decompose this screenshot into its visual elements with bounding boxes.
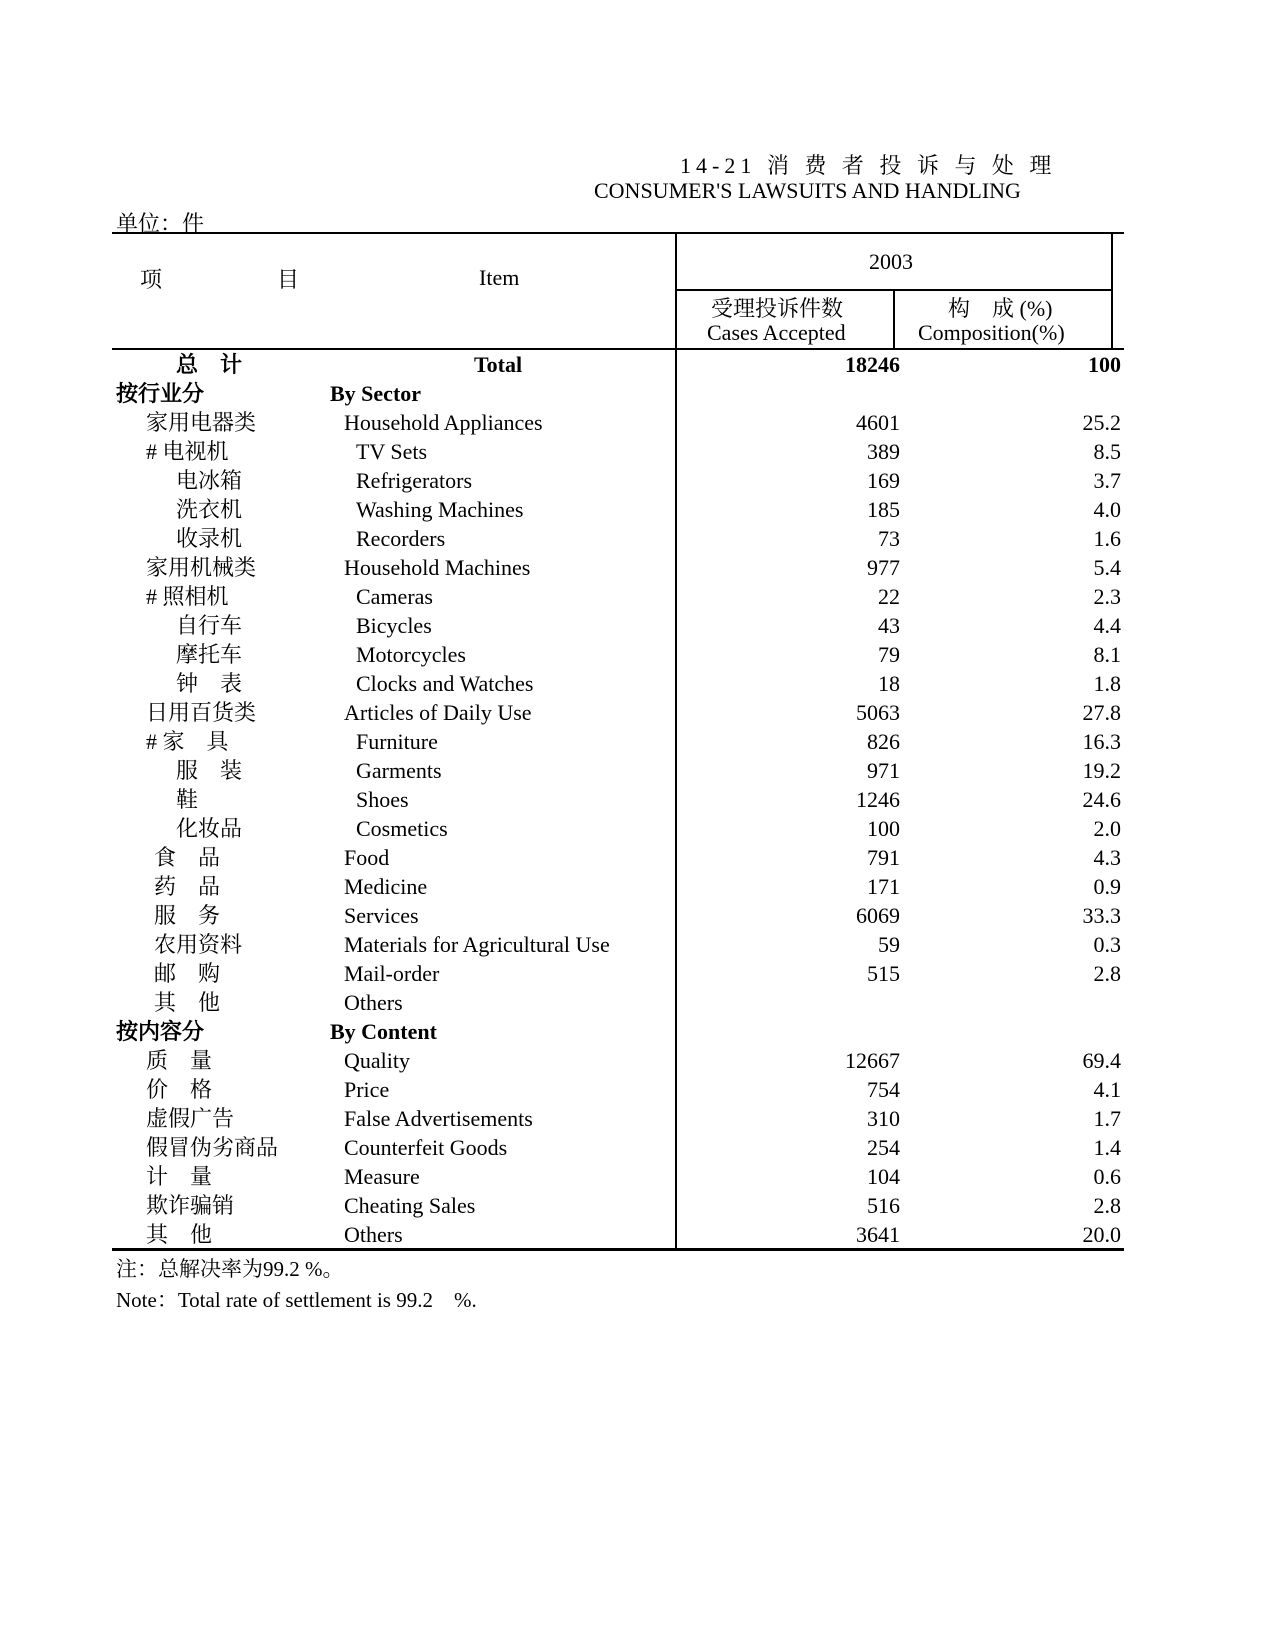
- cases-accepted-cell: 43: [878, 613, 900, 638]
- cases-accepted-cell: 826: [867, 729, 900, 754]
- table-right-border: [1111, 233, 1113, 349]
- composition-cell: 0.9: [1093, 874, 1121, 899]
- row-label-en: Mail-order: [344, 961, 440, 986]
- table-row: [112, 930, 1124, 959]
- composition-cell: 3.7: [1093, 468, 1121, 493]
- table-row: [112, 611, 1124, 640]
- table-row: [112, 1104, 1124, 1133]
- row-label-cn: # 电视机: [146, 439, 229, 464]
- cases-accepted-cell: 5063: [856, 700, 900, 725]
- table-row: [112, 872, 1124, 901]
- header-composition-cn: 构 成 (%): [948, 296, 1053, 321]
- table-title-chinese: 14-21 消 费 者 投 诉 与 处 理: [680, 153, 1057, 178]
- row-label-en: Others: [344, 1222, 403, 1247]
- row-label-cn: 邮 购: [154, 961, 221, 986]
- row-label-en: Others: [344, 990, 403, 1015]
- header-cases-cn: 受理投诉件数: [711, 296, 844, 321]
- note-chinese: 注：总解决率为99.2 %。: [116, 1257, 344, 1281]
- cases-accepted-cell: 12667: [845, 1048, 900, 1073]
- table-row: [112, 1162, 1124, 1191]
- cases-accepted-cell: 104: [867, 1164, 900, 1189]
- row-label-cn: 化妆品: [176, 816, 243, 841]
- row-label-cn: 其 他: [146, 1222, 213, 1247]
- row-label-cn: 收录机: [176, 526, 243, 551]
- row-label-en: Shoes: [356, 787, 409, 812]
- composition-cell: 4.1: [1093, 1077, 1121, 1102]
- cases-accepted-cell: 516: [867, 1193, 900, 1218]
- composition-cell: 0.3: [1093, 932, 1121, 957]
- table-row: [112, 640, 1124, 669]
- composition-cell: 2.3: [1093, 584, 1121, 609]
- cases-accepted-cell: 977: [867, 555, 900, 580]
- table-row: [112, 1017, 1124, 1046]
- table-row: [112, 437, 1124, 466]
- composition-cell: 2.8: [1093, 961, 1121, 986]
- cases-accepted-cell: 79: [878, 642, 900, 667]
- header-item-en: Item: [479, 265, 520, 290]
- row-label-en: Materials for Agricultural Use: [344, 932, 610, 957]
- composition-cell: 0.6: [1093, 1164, 1121, 1189]
- table-top-rule: [112, 232, 1124, 234]
- row-label-cn: 农用资料: [154, 932, 243, 957]
- cases-accepted-cell: 100: [867, 816, 900, 841]
- row-label-cn: 摩托车: [176, 642, 243, 667]
- composition-cell: 20.0: [1082, 1222, 1121, 1247]
- cases-accepted-cell: 169: [867, 468, 900, 493]
- row-label-cn: # 照相机: [146, 584, 229, 609]
- table-row: [112, 1220, 1124, 1249]
- cases-accepted-cell: 791: [867, 845, 900, 870]
- table-row: [112, 727, 1124, 756]
- row-label-en: Household Appliances: [344, 410, 543, 435]
- row-label-en: Cosmetics: [356, 816, 448, 841]
- row-label-cn: 洗衣机: [176, 497, 243, 522]
- composition-cell: 1.8: [1093, 671, 1121, 696]
- row-label-en: Motorcycles: [356, 642, 466, 667]
- cases-accepted-cell: 1246: [856, 787, 900, 812]
- cases-accepted-cell: 6069: [856, 903, 900, 928]
- table-row: [112, 1191, 1124, 1220]
- row-label-en: Recorders: [356, 526, 446, 551]
- row-label-en: Furniture: [356, 729, 438, 754]
- composition-cell: 27.8: [1082, 700, 1121, 725]
- table-row: [112, 524, 1124, 553]
- value-columns-divider: [893, 290, 895, 348]
- composition-cell: 25.2: [1082, 410, 1121, 435]
- composition-cell: 8.5: [1093, 439, 1121, 464]
- row-label-cn: 家用电器类: [146, 410, 257, 435]
- cases-accepted-cell: 3641: [856, 1222, 900, 1247]
- composition-cell: 5.4: [1093, 555, 1121, 580]
- table-row: [112, 582, 1124, 611]
- row-label-en: By Sector: [330, 381, 422, 406]
- composition-cell: 2.8: [1093, 1193, 1121, 1218]
- table-row: [112, 1075, 1124, 1104]
- table-row: [112, 843, 1124, 872]
- table-row: [112, 466, 1124, 495]
- row-label-en: By Content: [330, 1019, 437, 1044]
- table-row: [112, 379, 1124, 408]
- row-label-en: Total: [474, 352, 523, 377]
- row-label-cn: 计 量: [146, 1164, 213, 1189]
- row-label-cn: 钟 表: [176, 671, 243, 696]
- row-label-en: Bicycles: [356, 613, 432, 638]
- row-label-en: Refrigerators: [356, 468, 473, 493]
- header-item-cn-1: 项: [140, 267, 163, 292]
- row-label-en: Articles of Daily Use: [344, 700, 532, 725]
- composition-cell: 24.6: [1082, 787, 1121, 812]
- row-label-cn: 按行业分: [116, 381, 205, 406]
- row-label-en: Price: [344, 1077, 390, 1102]
- row-label-cn: 虚假广告: [146, 1106, 235, 1131]
- row-label-cn: 按内容分: [116, 1019, 205, 1044]
- row-label-cn: 服 装: [176, 758, 243, 783]
- composition-cell: 8.1: [1093, 642, 1121, 667]
- row-label-en: Washing Machines: [356, 497, 524, 522]
- row-label-cn: 总 计: [176, 352, 243, 377]
- table-row: [112, 1046, 1124, 1075]
- cases-accepted-cell: 18: [878, 671, 900, 696]
- table-row: [112, 959, 1124, 988]
- table-row: [112, 669, 1124, 698]
- row-label-en: Medicine: [344, 874, 428, 899]
- cases-accepted-cell: 18246: [845, 352, 900, 377]
- table-row: [112, 814, 1124, 843]
- header-item-cn-2: 目: [277, 267, 300, 292]
- row-label-cn: # 家 具: [146, 729, 229, 754]
- composition-cell: 33.3: [1082, 903, 1121, 928]
- cases-accepted-cell: 254: [867, 1135, 900, 1160]
- row-label-en: Services: [344, 903, 419, 928]
- composition-cell: 69.4: [1082, 1048, 1121, 1073]
- row-label-en: Counterfeit Goods: [344, 1135, 508, 1160]
- note-english: Note：Total rate of settlement is 99.2 %.: [116, 1288, 477, 1312]
- row-label-en: Household Machines: [344, 555, 531, 580]
- row-label-en: Quality: [344, 1048, 410, 1073]
- table-row: [112, 350, 1124, 379]
- table-row: [112, 756, 1124, 785]
- row-label-cn: 欺诈骗销: [146, 1193, 235, 1218]
- row-label-en: Cameras: [356, 584, 433, 609]
- cases-accepted-cell: 22: [878, 584, 900, 609]
- cases-accepted-cell: 389: [867, 439, 900, 464]
- cases-accepted-cell: 971: [867, 758, 900, 783]
- row-label-cn: 价 格: [146, 1077, 213, 1102]
- row-label-cn: 电冰箱: [176, 468, 243, 493]
- row-label-cn: 日用百货类: [146, 700, 257, 725]
- table-row: [112, 901, 1124, 930]
- composition-cell: 19.2: [1082, 758, 1121, 783]
- table-row: [112, 495, 1124, 524]
- table-row: [112, 553, 1124, 582]
- table-row: [112, 785, 1124, 814]
- composition-cell: 2.0: [1093, 816, 1121, 841]
- cases-accepted-cell: 515: [867, 961, 900, 986]
- row-label-cn: 药 品: [154, 874, 221, 899]
- cases-accepted-cell: 310: [867, 1106, 900, 1131]
- composition-cell: 1.7: [1093, 1106, 1121, 1131]
- row-label-en: Cheating Sales: [344, 1193, 476, 1218]
- row-label-cn: 服 务: [154, 903, 221, 928]
- row-label-en: Measure: [344, 1164, 420, 1189]
- row-label-cn: 家用机械类: [146, 555, 257, 580]
- unit-label: 单位：件: [116, 211, 205, 236]
- header-composition-en: Composition(%): [918, 320, 1065, 345]
- composition-cell: 16.3: [1082, 729, 1121, 754]
- cases-accepted-cell: 73: [878, 526, 900, 551]
- composition-cell: 4.4: [1093, 613, 1121, 638]
- composition-cell: 4.3: [1093, 845, 1121, 870]
- composition-cell: 1.6: [1093, 526, 1121, 551]
- cases-accepted-cell: 171: [867, 874, 900, 899]
- row-label-en: Food: [344, 845, 390, 870]
- header-cases-en: Cases Accepted: [707, 320, 846, 345]
- row-label-cn: 质 量: [146, 1048, 213, 1073]
- table-row: [112, 698, 1124, 727]
- cases-accepted-cell: 4601: [856, 410, 900, 435]
- row-label-cn: 假冒伪劣商品: [146, 1135, 279, 1160]
- row-label-cn: 鞋: [176, 787, 199, 812]
- row-label-en: False Advertisements: [344, 1106, 533, 1131]
- row-label-cn: 其 他: [154, 990, 221, 1015]
- table-row: [112, 988, 1124, 1017]
- row-label-en: Garments: [356, 758, 442, 783]
- cases-accepted-cell: 754: [867, 1077, 900, 1102]
- header-year: 2003: [869, 249, 913, 274]
- composition-cell: 4.0: [1093, 497, 1121, 522]
- table-title-english: CONSUMER'S LAWSUITS AND HANDLING: [594, 178, 1021, 203]
- composition-cell: 1.4: [1093, 1135, 1121, 1160]
- cases-accepted-cell: 185: [867, 497, 900, 522]
- cases-accepted-cell: 59: [878, 932, 900, 957]
- row-label-cn: 食 品: [154, 845, 221, 870]
- table-row: [112, 1133, 1124, 1162]
- row-label-en: TV Sets: [356, 439, 428, 464]
- row-label-en: Clocks and Watches: [356, 671, 534, 696]
- row-label-cn: 自行车: [176, 613, 243, 638]
- composition-cell: 100: [1088, 352, 1121, 377]
- table-row: [112, 408, 1124, 437]
